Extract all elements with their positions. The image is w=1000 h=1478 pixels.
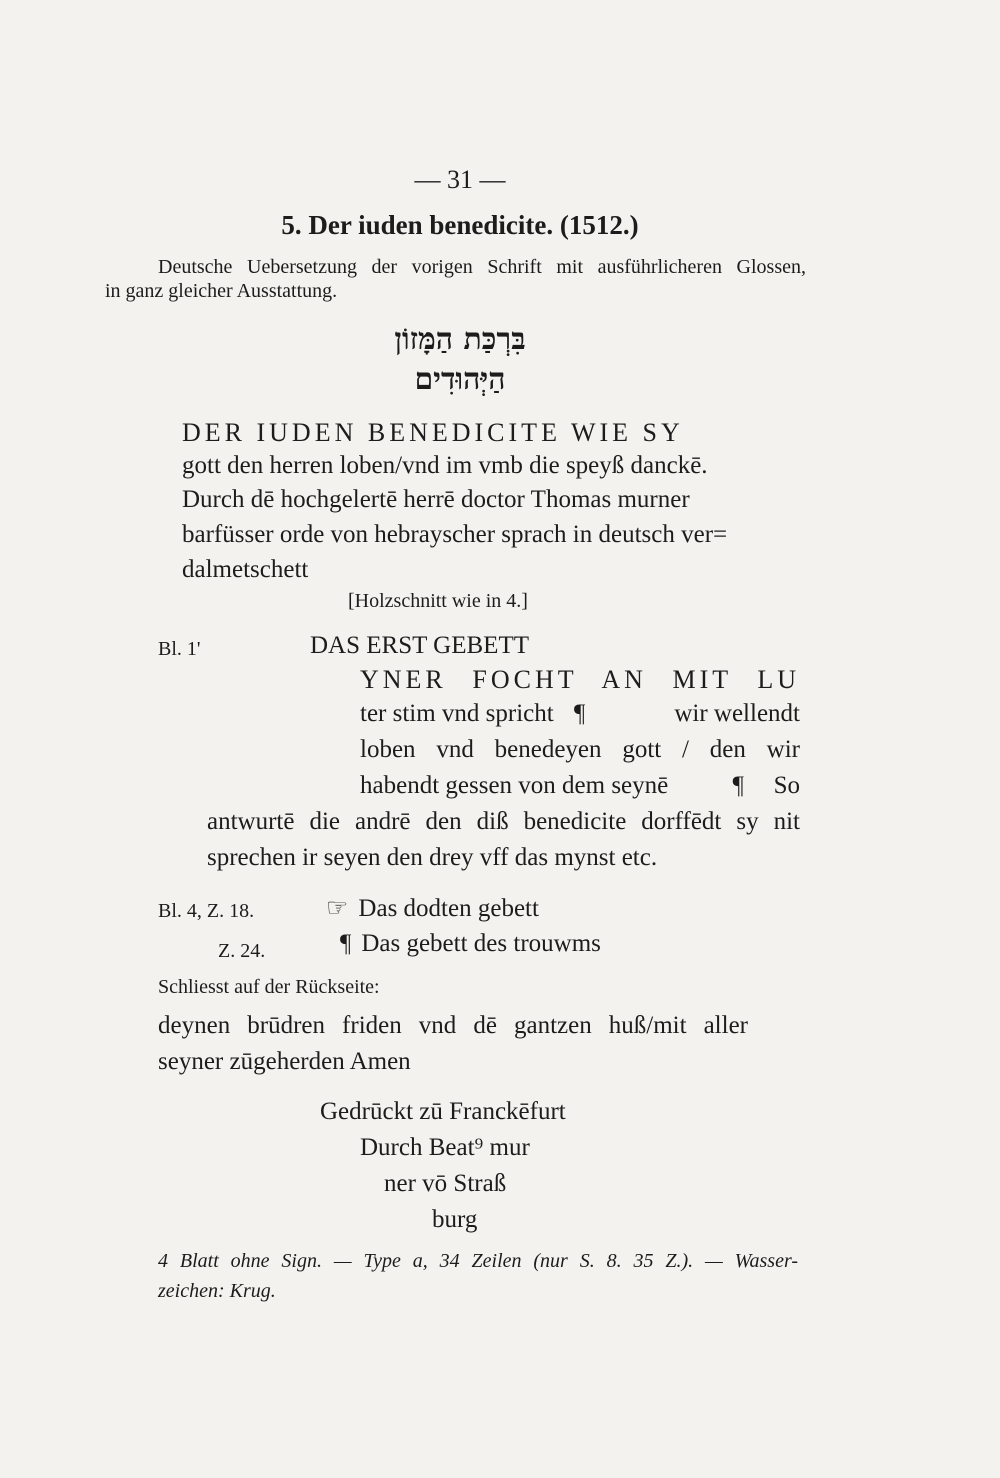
prayer-line-1: YNER FOCHT AN MIT LU (360, 665, 800, 694)
hebrew-title-line-1: בִּרְכַּת הַמָּזוֹן (394, 322, 526, 357)
pilcrow-icon: ¶ (340, 930, 352, 957)
pilcrow-icon: ¶ (732, 772, 744, 799)
prayer-line-4 (360, 772, 800, 800)
reference-2 (340, 930, 601, 958)
reference-1-text: Das dodten gebett (358, 895, 539, 922)
closing-line-1: deynen brūdren friden vnd dē gantzen huß/mit aller (158, 1012, 748, 1039)
pointing-hand-icon: ☞ (326, 895, 349, 922)
reference-1 (326, 893, 539, 923)
prayer-line-2-end: wir wellendt (674, 700, 800, 727)
title-block-line-5: dalmetschett (182, 556, 309, 583)
title-block-line-3: Durch dē hochgelertē herrē doctor Thomas murner (182, 486, 690, 513)
verso-note: Schliesst auf der Rückseite: (158, 976, 380, 998)
colophon-line-1: Gedrūckt zū Franckēfurt (320, 1098, 566, 1125)
pilcrow-icon: ¶ (573, 700, 586, 727)
colophon-line-4: burg (432, 1206, 478, 1233)
prayer-line-5: antwurtē die andrē den diß benedicite dorffēdt sy nit (207, 808, 800, 835)
reference-1-location: Bl. 4, Z. 18. (158, 900, 255, 922)
prayer-line-4-text: habendt gessen von dem seynē (360, 772, 669, 799)
title-block-line-4: barfüsser orde von hebrayscher sprach in deutsch ver= (182, 521, 728, 548)
prayer-line-2 (360, 700, 800, 728)
leaf-reference: Bl. 1' (158, 638, 201, 660)
hebrew-title-line-2: הַיְּהוּדִים (414, 362, 506, 397)
intro-line-2: in ganz gleicher Ausstattung. (105, 280, 338, 302)
prayer-line-2-text: ter stim vnd spricht (360, 700, 554, 727)
title-block-line-2: gott den herren loben/vnd im vmb die speyß danckē. (182, 452, 708, 479)
section-heading: 5. Der iuden benedicite. (1512.) (281, 210, 639, 240)
prayer-heading: DAS ERST GEBETT (310, 632, 529, 659)
woodcut-note: [Holzschnitt wie in 4.] (348, 590, 528, 612)
reference-2-location: Z. 24. (218, 940, 266, 962)
prayer-line-6: sprechen ir seyen den drey vff das mynst etc. (207, 844, 658, 871)
intro-line-1: Deutsche Uebersetzung der vorigen Schrift mit ausführlicheren Glossen, (158, 256, 806, 278)
closing-line-2: seyner zūgeherden Amen (158, 1048, 411, 1075)
prayer-line-3: loben vnd benedeyen gott / den wir (360, 736, 800, 763)
colophon-line-2: Durch Beat⁹ mur (360, 1134, 530, 1161)
page-number: — 31 — (414, 165, 506, 194)
title-block-line-1: DER IUDEN BENEDICITE WIE SY (182, 418, 684, 447)
prayer-line-4-end: So (773, 772, 800, 799)
bibliographic-note-line-2: zeichen: Krug. (158, 1280, 276, 1302)
colophon-line-3: ner vō Straß (384, 1170, 507, 1197)
bibliographic-note-line-1: 4 Blatt ohne Sign. — Type a, 34 Zeilen (nur S. 8. 35 Z.). — Wasser- (158, 1250, 798, 1272)
reference-2-text: Das gebett des trouwms (361, 930, 601, 957)
